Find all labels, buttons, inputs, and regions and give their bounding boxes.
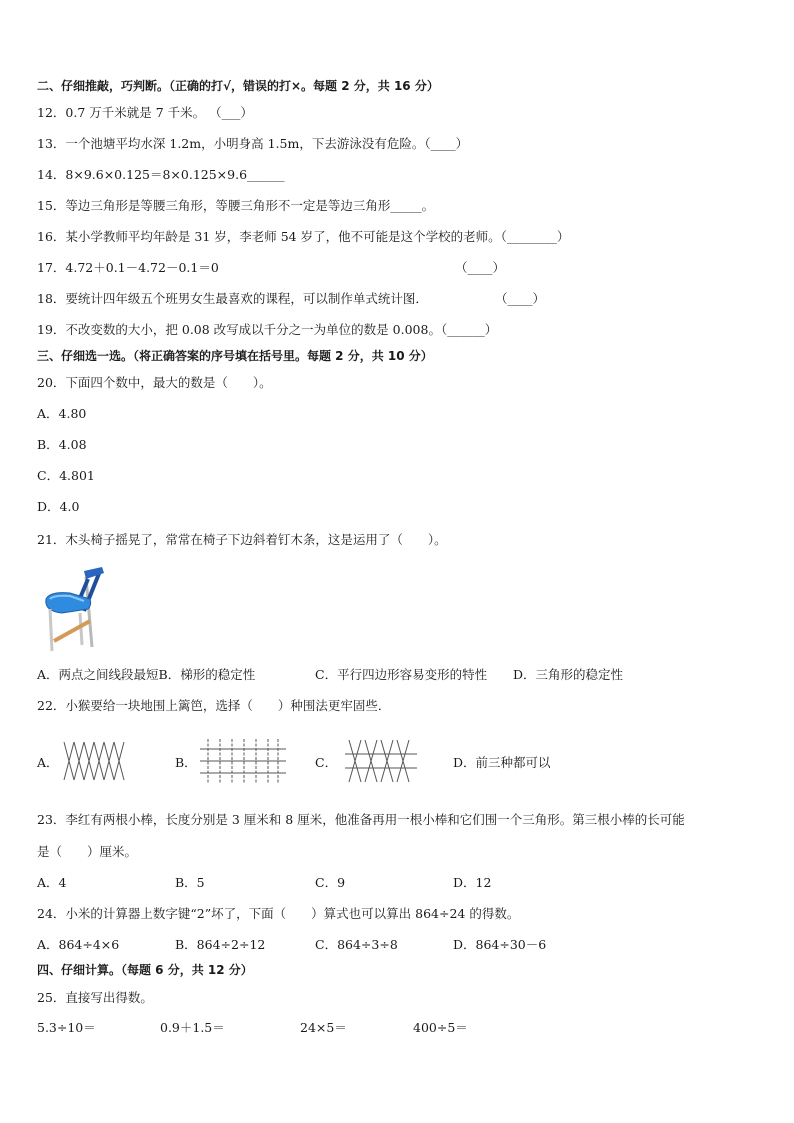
question-19: 19．不改变数的大小，把 0.08 改写成以千分之一为单位的数是 0.008。（______） [37,322,498,337]
question-18-blank: （____） [495,291,546,306]
question-23-option-d: D．12 [453,875,492,890]
question-24: 24．小米的计算器上数字键“2”坏了，下面（ ）算式也可以算出 864÷24 的得数。 [37,906,520,921]
question-21-option-ab: A．两点之间线段最短B．梯形的稳定性 [37,667,256,682]
question-17: 17．4.72＋0.1－4.72－0.1＝0 [37,260,219,275]
question-22-option-d: D．前三种都可以 [453,755,551,770]
question-24-option-c: C．864÷3÷8 [315,937,398,952]
question-17-blank: （____） [455,260,506,275]
question-16: 16．某小学教师平均年龄是 31 岁，李老师 54 岁了，他不可能是这个学校的老师。（________） [37,229,570,244]
expression-1: 5.3÷10＝ [37,1020,96,1035]
fence-b-image [200,739,286,783]
question-15: 15．等边三角形是等腰三角形，等腰三角形不一定是等边三角形_____。 [37,198,435,213]
question-20-option-b: B．4.08 [37,437,87,452]
chair-image [40,565,108,653]
fence-a-image [62,740,126,782]
question-21: 21．木头椅子摇晃了，常常在椅子下边斜着钉木条，这是运用了（ ）。 [37,532,447,547]
question-24-option-d: D．864÷30－6 [453,937,547,952]
question-25: 25．直接写出得数。 [37,990,153,1005]
question-24-option-a: A．864÷4×6 [37,937,120,952]
expression-3: 24×5＝ [300,1020,347,1035]
question-21-option-d: D．三角形的稳定性 [513,667,624,682]
question-22-option-b-label: B． [175,755,197,770]
question-20: 20．下面四个数中，最大的数是（ ）。 [37,375,272,390]
section-2-heading: 二、仔细推敲，巧判断。（正确的打√，错误的打×。每题 2 分，共 16 分） [37,79,439,93]
question-18: 18．要统计四年级五个班男女生最喜欢的课程，可以制作单式统计图． [37,291,428,306]
question-21-option-c: C．平行四边形容易变形的特性 [315,667,488,682]
question-20-option-d: D．4.0 [37,499,80,514]
question-22-option-a-label: A． [37,755,59,770]
question-23-option-a: A．4 [37,875,67,890]
question-23-option-b: B．5 [175,875,205,890]
question-12: 12．0.7 万千米就是 7 千米。 （___） [37,105,253,120]
question-20-option-c: C．4.801 [37,468,95,483]
fence-c-image [345,738,417,784]
expression-4: 400÷5＝ [413,1020,468,1035]
question-23-option-c: C．9 [315,875,346,890]
question-23-line-2: 是（ ）厘米。 [37,844,138,859]
question-20-option-a: A．4.80 [37,406,87,421]
question-14: 14．8×9.6×0.125＝8×0.125×9.6______ [37,167,285,182]
question-22: 22．小猴要给一块地围上篱笆，选择（ ）种围法更牢固些． [37,698,391,713]
question-13: 13．一个池塘平均水深 1.2m，小明身高 1.5m，下去游泳没有危险。（____） [37,136,469,151]
question-22-option-c-label: C． [315,755,338,770]
section-3-heading: 三、仔细选一选。（将正确答案的序号填在括号里。每题 2 分，共 10 分） [37,349,433,363]
expression-2: 0.9＋1.5＝ [160,1020,225,1035]
question-24-option-b: B．864÷2÷12 [175,937,266,952]
question-23-line-1: 23．李红有两根小棒，长度分别是 3 厘米和 8 厘米，他准备再用一根小棒和它们围一个三角形。第三根小棒的长可能 [37,812,685,827]
section-4-heading: 四、仔细计算。（每题 6 分，共 12 分） [37,963,253,977]
